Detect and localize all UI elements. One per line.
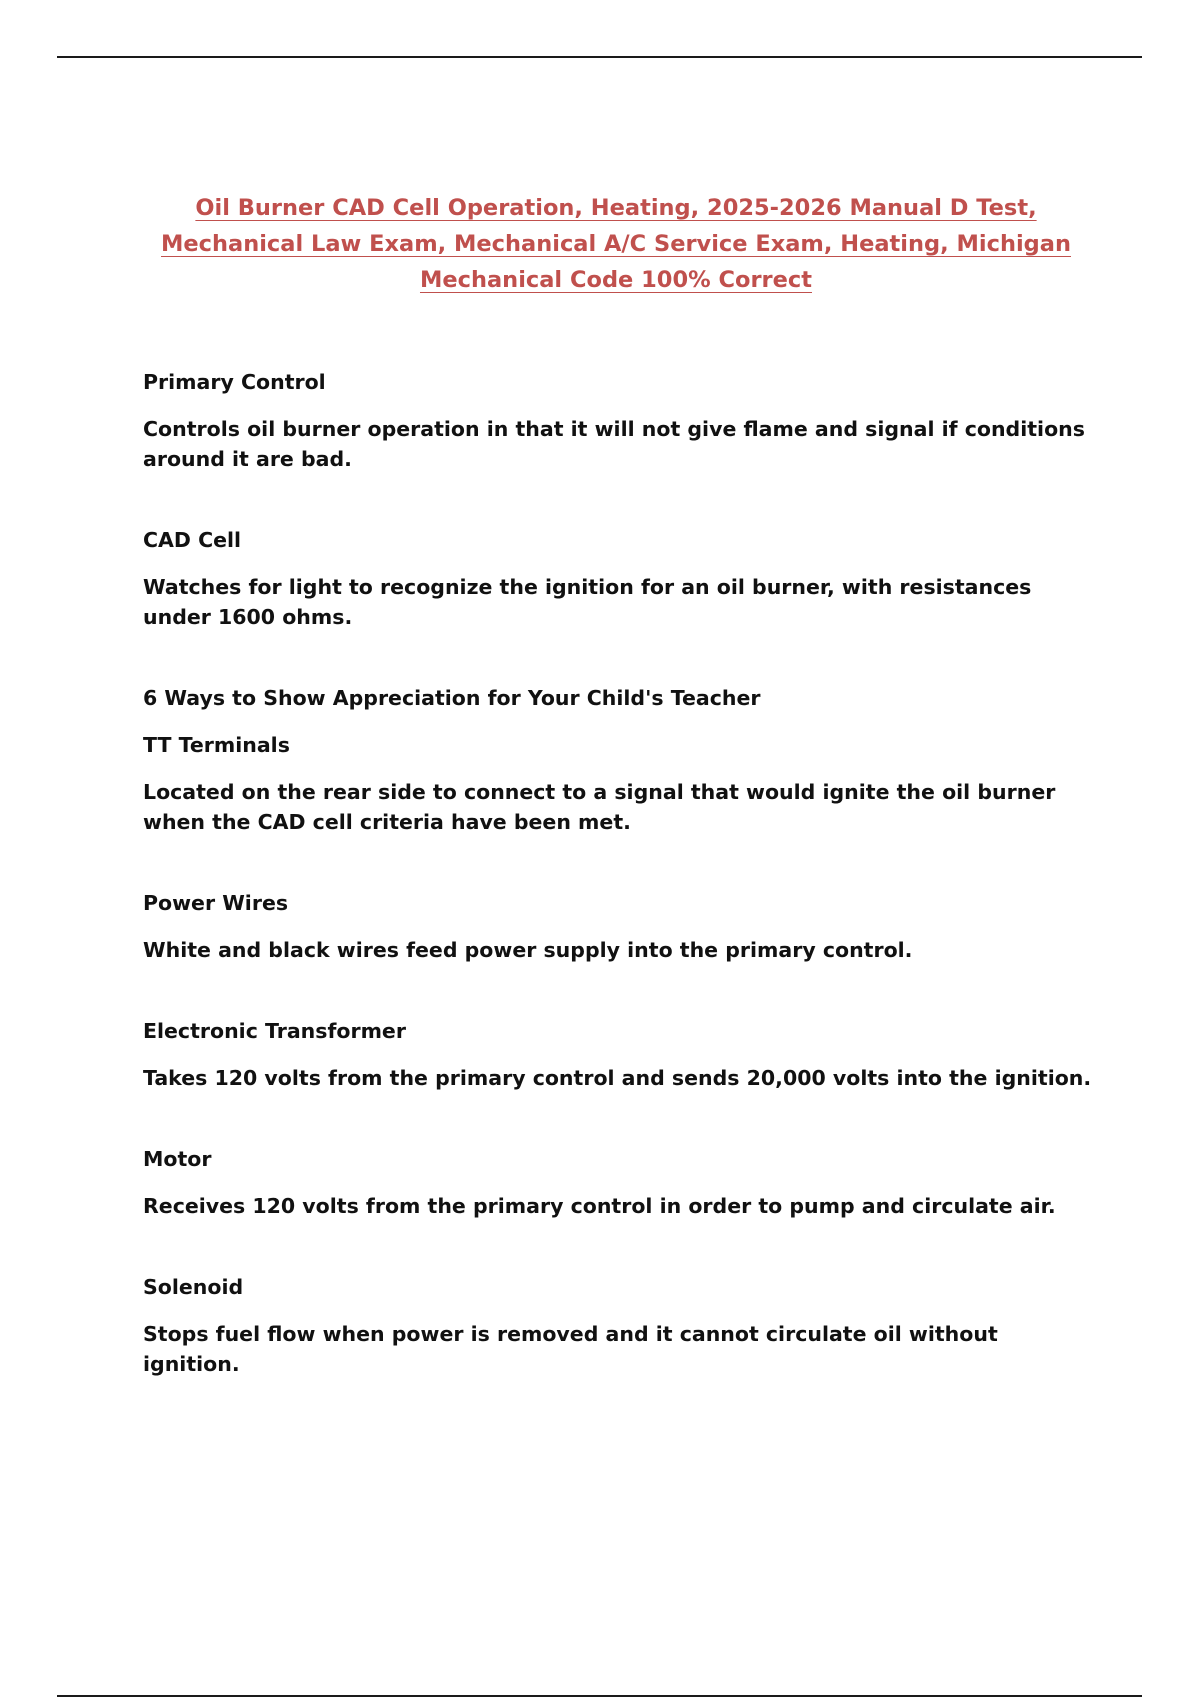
interrupting-heading: 6 Ways to Show Appreciation for Your Child's Teacher bbox=[143, 686, 761, 710]
flashcard-entry bbox=[143, 1272, 1093, 1379]
flashcard-definition: Controls oil burner operation in that it will not give flame and signal if conditions around it are bad. bbox=[143, 417, 1085, 471]
flashcard-entry bbox=[143, 730, 1093, 837]
flashcard-term: Solenoid bbox=[143, 1275, 244, 1299]
flashcard-definition: Watches for light to recognize the ignition for an oil burner, with resistances under 1600 ohms. bbox=[143, 575, 1032, 629]
document-title: Oil Burner CAD Cell Operation, Heating, 2025-2026 Manual D Test, Mechanical Law Exam, Mechanical A/C Service Exam, Heating, Michigan Mechanical Code 100% Correct bbox=[161, 195, 1071, 293]
top-rule bbox=[57, 56, 1142, 58]
flashcard-entry bbox=[143, 1144, 1093, 1221]
flashcard-definition: Stops fuel flow when power is removed and it cannot circulate oil without ignition. bbox=[143, 1322, 998, 1376]
flashcard-entry bbox=[143, 888, 1093, 965]
flashcard-definition: Receives 120 volts from the primary control in order to pump and circulate air. bbox=[143, 1194, 1056, 1218]
flashcard-definition: White and black wires feed power supply into the primary control. bbox=[143, 938, 913, 962]
flashcard-term: Electronic Transformer bbox=[143, 1019, 406, 1043]
flashcard-entry bbox=[143, 1016, 1093, 1093]
flashcard-list bbox=[143, 367, 1093, 1379]
flashcard-definition: Located on the rear side to connect to a signal that would ignite the oil burner when the CAD cell criteria have been met. bbox=[143, 780, 1056, 834]
flashcard-entry bbox=[143, 525, 1093, 632]
flashcard-definition: Takes 120 volts from the primary control and sends 20,000 volts into the ignition. bbox=[143, 1066, 1092, 1090]
flashcard-term: Power Wires bbox=[143, 891, 289, 915]
flashcard-term: Motor bbox=[143, 1147, 212, 1171]
flashcard-term: Primary Control bbox=[143, 370, 326, 394]
bottom-rule bbox=[57, 1695, 1142, 1697]
flashcard-entry bbox=[143, 367, 1093, 474]
flashcard-term: TT Terminals bbox=[143, 733, 290, 757]
flashcard-term: CAD Cell bbox=[143, 528, 242, 552]
